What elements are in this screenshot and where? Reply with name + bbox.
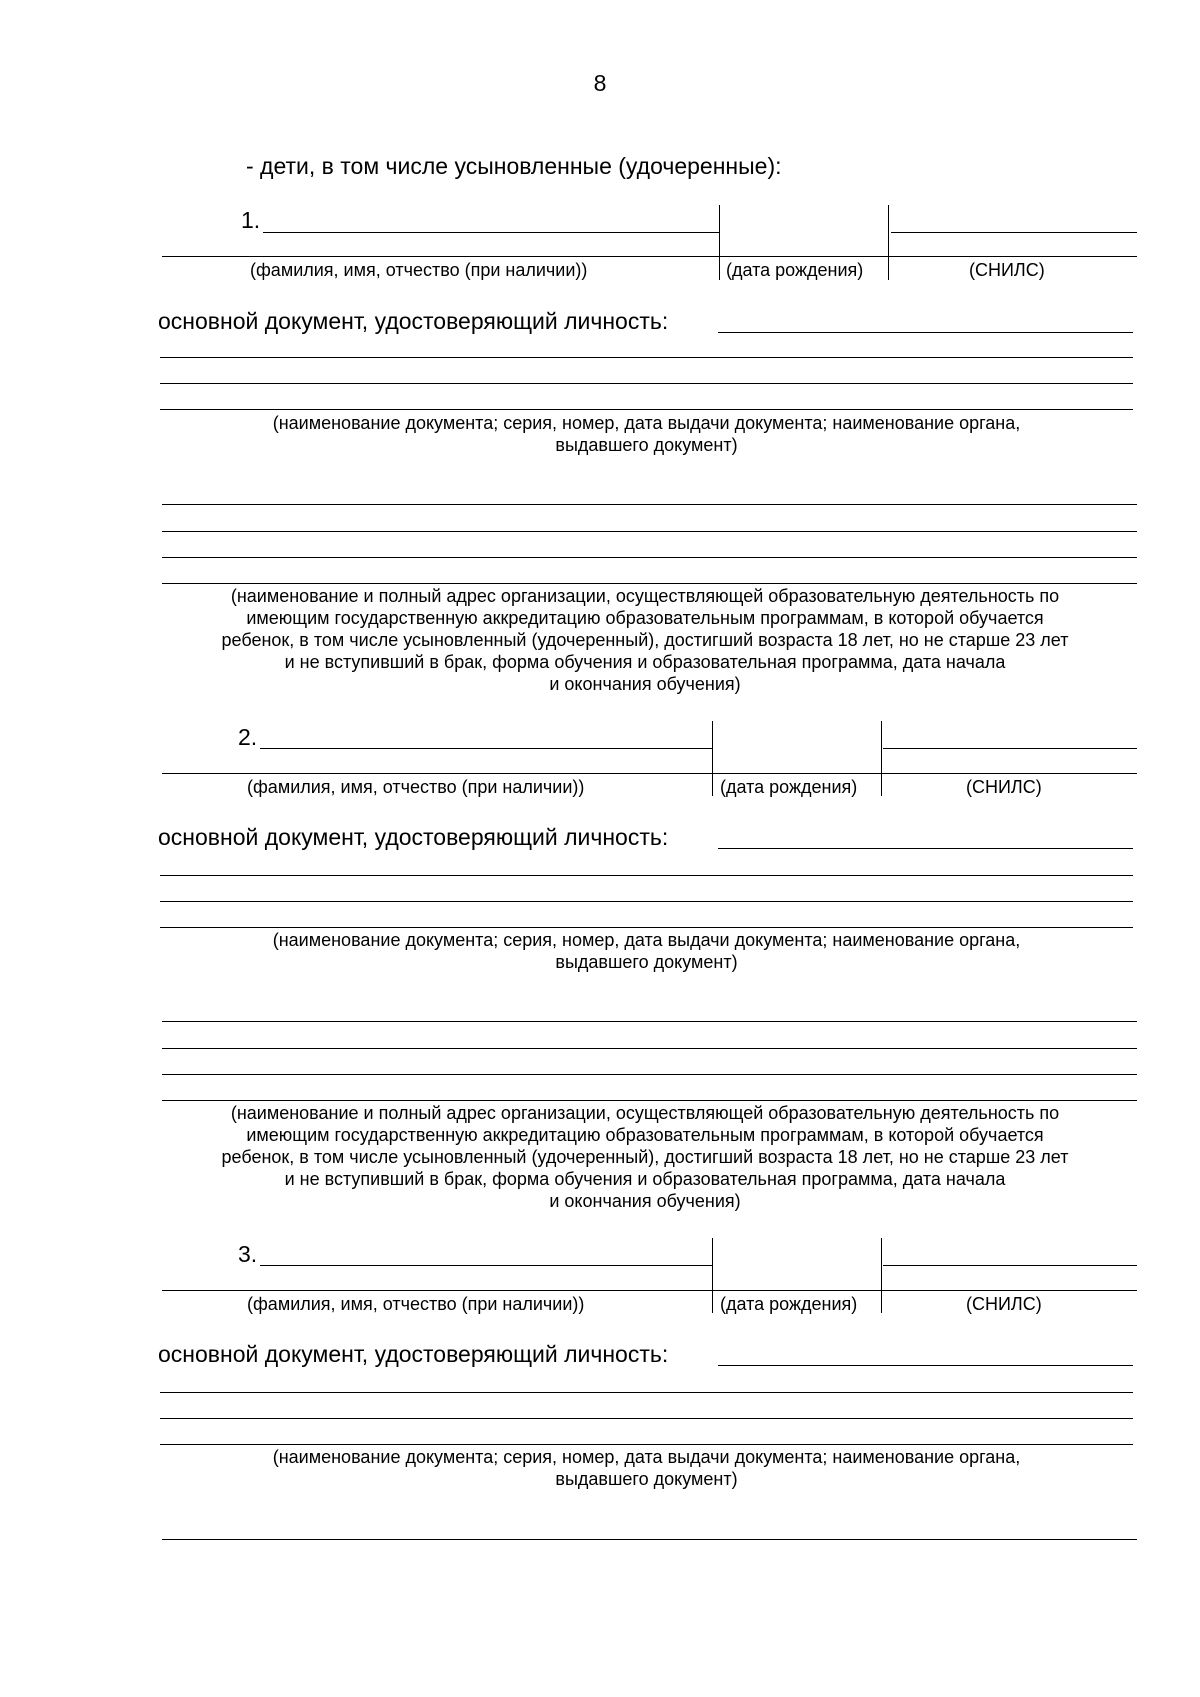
identity-document-line-3 — [160, 383, 1133, 384]
identity-document-line-2 — [160, 875, 1133, 876]
organization-line-3 — [162, 1074, 1137, 1075]
organization-caption — [150, 1102, 1140, 1212]
caption-line: и не вступивший в брак, форма обучения и образовательная программа, дата начала — [284, 652, 1006, 672]
identity-document-line-4 — [160, 1444, 1133, 1445]
identity-document-line-2 — [160, 1392, 1133, 1393]
organization-field[interactable] — [162, 481, 1137, 505]
fio-field[interactable] — [260, 723, 712, 749]
organization-line-3 — [162, 557, 1137, 558]
birth-date-caption: (дата рождения) — [720, 1294, 858, 1314]
column-divider — [881, 1238, 882, 1313]
identity-document-line-4 — [160, 409, 1133, 410]
birth-date-field[interactable] — [720, 207, 888, 233]
child-number: 3. — [238, 1241, 258, 1267]
fio-caption: (фамилия, имя, отчество (при наличии)) — [250, 260, 588, 280]
identity-document-label: основной документ, удостоверяющий личность: — [158, 308, 669, 334]
organization-line-4 — [162, 1100, 1137, 1101]
caption-line: выдавшего документ) — [555, 952, 738, 972]
birth-date-caption: (дата рождения) — [720, 777, 858, 797]
identity-document-caption — [160, 412, 1133, 456]
identity-document-line-3 — [160, 1418, 1133, 1419]
caption-line: имеющим государственную аккредитацию образовательным программам, в которой обучается — [246, 608, 1044, 628]
identity-document-field[interactable] — [718, 1340, 1133, 1366]
organization-line-2 — [162, 531, 1137, 532]
children-section-title: - дети, в том числе усыновленные (удочеренные): — [246, 153, 782, 179]
identity-document-field[interactable] — [718, 823, 1133, 849]
column-divider — [888, 205, 889, 280]
caption-line: выдавшего документ) — [555, 435, 738, 455]
identity-document-line-4 — [160, 927, 1133, 928]
organization-line-2 — [162, 1048, 1137, 1049]
caption-line: выдавшего документ) — [555, 1469, 738, 1489]
organization-line-4 — [162, 583, 1137, 584]
fio-field[interactable] — [260, 1240, 712, 1266]
caption-line: (наименование и полный адрес организации, осуществляющей образовательную деятельность по — [230, 1103, 1060, 1123]
row-line — [162, 1290, 1137, 1291]
caption-line: и не вступивший в брак, форма обучения и образовательная программа, дата начала — [284, 1169, 1006, 1189]
caption-line: (наименование документа; серия, номер, дата выдачи документа; наименование органа, — [272, 1447, 1021, 1467]
snils-caption: (СНИЛС) — [966, 777, 1042, 797]
snils-caption: (СНИЛС) — [969, 260, 1045, 280]
organization-caption — [150, 585, 1140, 695]
snils-field[interactable] — [883, 1240, 1137, 1266]
child-number: 1. — [241, 207, 261, 233]
identity-document-label: основной документ, удостоверяющий личность: — [158, 1341, 669, 1367]
row-line — [162, 256, 1137, 257]
identity-document-caption — [160, 1446, 1133, 1490]
row-line — [162, 773, 1137, 774]
birth-date-field[interactable] — [713, 1240, 881, 1266]
caption-line: и окончания обучения) — [549, 1191, 741, 1211]
caption-line: (наименование документа; серия, номер, дата выдачи документа; наименование органа, — [272, 930, 1021, 950]
identity-document-line-3 — [160, 901, 1133, 902]
child-number: 2. — [238, 724, 258, 750]
caption-line: имеющим государственную аккредитацию образовательным программам, в которой обучается — [246, 1125, 1044, 1145]
caption-line: и окончания обучения) — [549, 674, 741, 694]
fio-caption: (фамилия, имя, отчество (при наличии)) — [247, 777, 585, 797]
page-number: 8 — [593, 70, 607, 96]
snils-field[interactable] — [883, 723, 1137, 749]
organization-line-1 — [162, 1539, 1137, 1540]
identity-document-label: основной документ, удостоверяющий личность: — [158, 824, 669, 850]
snils-caption: (СНИЛС) — [966, 1294, 1042, 1314]
caption-line: ребенок, в том числе усыновленный (удочеренный), достигший возраста 18 лет, но не старше 23 лет — [221, 1147, 1069, 1167]
column-divider — [881, 721, 882, 796]
fio-field[interactable] — [263, 207, 719, 233]
caption-line: (наименование документа; серия, номер, дата выдачи документа; наименование органа, — [272, 413, 1021, 433]
caption-line: (наименование и полный адрес организации, осуществляющей образовательную деятельность по — [230, 586, 1060, 606]
identity-document-field[interactable] — [718, 307, 1133, 333]
birth-date-caption: (дата рождения) — [726, 260, 864, 280]
identity-document-line-2 — [160, 357, 1133, 358]
organization-field[interactable] — [162, 998, 1137, 1022]
caption-line: ребенок, в том числе усыновленный (удочеренный), достигший возраста 18 лет, но не старше 23 лет — [221, 630, 1069, 650]
birth-date-field[interactable] — [713, 723, 881, 749]
snils-field[interactable] — [891, 207, 1137, 233]
identity-document-caption — [160, 929, 1133, 973]
fio-caption: (фамилия, имя, отчество (при наличии)) — [247, 1294, 585, 1314]
